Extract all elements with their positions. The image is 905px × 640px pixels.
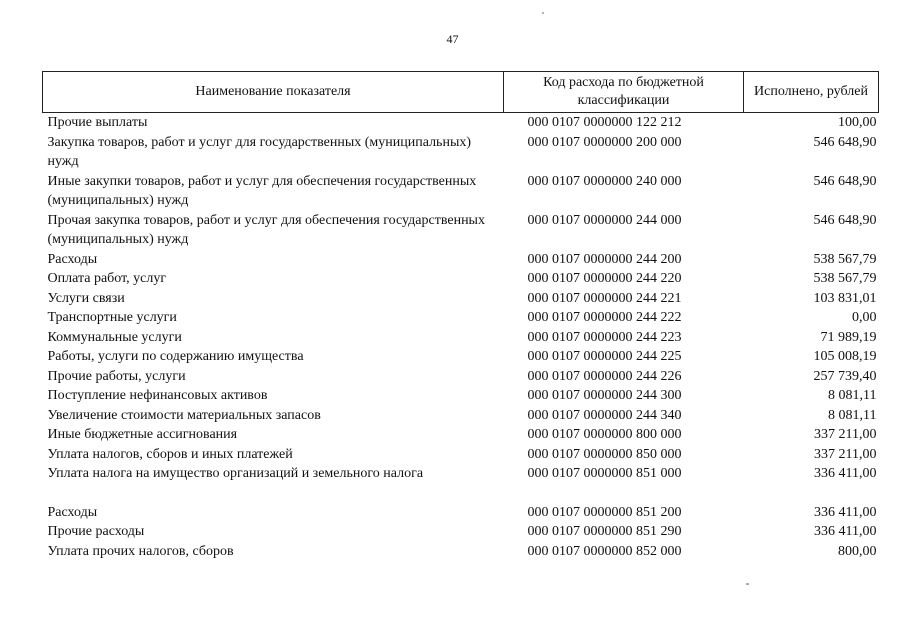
row-amount: 538 567,79 <box>813 251 877 267</box>
row-name: Коммунальные услуги <box>47 329 182 345</box>
page-number: 47 <box>446 32 459 46</box>
row-code: 000 0107 0000000 244 226 <box>527 368 682 384</box>
row-amount: 800,00 <box>838 543 877 559</box>
row-amount: 546 648,90 <box>813 134 877 150</box>
row-code: 000 0107 0000000 244 225 <box>527 349 682 364</box>
row-code: 000 0107 0000000 244 340 <box>527 407 682 423</box>
scan-speck <box>542 12 544 14</box>
row-name: Закупка товаров, работ и услуг для государственных (муниципальных) нужд <box>47 134 472 169</box>
row-name: Услуги связи <box>47 290 125 306</box>
table-row <box>43 503 879 523</box>
table-row <box>43 425 879 445</box>
row-name: Оплата работ, услуг <box>47 271 167 286</box>
row-amount: 546 648,90 <box>813 212 877 228</box>
row-name: Расходы <box>47 251 98 267</box>
table-row <box>43 269 879 289</box>
header-executed-amount: Исполнено, рублей <box>744 72 879 113</box>
row-name: Уплата налога на имущество организаций и земельного налога <box>47 466 424 481</box>
row-name: Прочие расходы <box>47 524 145 539</box>
row-name: Транспортные услуги <box>47 310 177 325</box>
table-row <box>43 386 879 406</box>
row-name: Иные бюджетные ассигнования <box>47 427 238 442</box>
row-code: 000 0107 0000000 240 000 <box>527 173 682 189</box>
row-amount: 546 648,90 <box>813 173 877 189</box>
table-row <box>43 445 879 465</box>
table-row <box>43 113 879 133</box>
table-row <box>43 289 879 309</box>
row-amount: 538 567,79 <box>813 271 877 286</box>
table-row <box>43 464 879 484</box>
row-amount: 336 411,00 <box>814 504 877 520</box>
row-code: 000 0107 0000000 244 223 <box>527 329 682 345</box>
row-amount: 337 211,00 <box>814 446 877 462</box>
table-row <box>43 406 879 426</box>
table-row <box>43 172 879 211</box>
row-name: Поступление нефинансовых активов <box>47 388 268 403</box>
row-code: 000 0107 0000000 851 200 <box>527 504 682 520</box>
row-code: 000 0107 0000000 244 300 <box>527 388 682 403</box>
row-amount: 8 081,11 <box>828 407 877 423</box>
row-name: Прочая закупка товаров, работ и услуг для обеспечения государственных (муниципальных) нужд <box>47 212 485 247</box>
row-code: 000 0107 0000000 200 000 <box>527 134 682 150</box>
row-name: Иные закупки товаров, работ и услуг для обеспечения государственных (муниципальных) нужд <box>47 173 477 208</box>
row-name: Расходы <box>47 504 98 520</box>
row-code: 000 0107 0000000 851 000 <box>527 466 682 481</box>
table-row <box>43 328 879 348</box>
row-code: 000 0107 0000000 244 222 <box>527 310 682 325</box>
table-row <box>43 347 879 367</box>
row-code: 000 0107 0000000 122 212 <box>527 115 682 130</box>
row-code: 000 0107 0000000 244 200 <box>527 251 682 267</box>
row-name: Увеличение стоимости материальных запасов <box>47 407 321 423</box>
header-expense-code: Код расхода по бюджетной классификации <box>504 72 744 113</box>
table-header-row <box>43 72 879 113</box>
table-row <box>43 250 879 270</box>
row-name: Уплата прочих налогов, сборов <box>47 543 234 559</box>
table-row <box>43 367 879 387</box>
row-code: 000 0107 0000000 244 000 <box>527 212 682 228</box>
table-spacer-row <box>43 484 879 503</box>
row-amount: 0,00 <box>852 310 877 325</box>
row-code: 000 0107 0000000 852 000 <box>527 543 682 559</box>
row-name: Уплата налогов, сборов и иных платежей <box>47 446 293 462</box>
row-code: 000 0107 0000000 850 000 <box>527 446 682 462</box>
expense-table <box>42 71 879 561</box>
row-amount: 103 831,01 <box>813 290 877 306</box>
row-name: Работы, услуги по содержанию имущества <box>47 349 304 364</box>
row-amount: 336 411,00 <box>814 466 877 481</box>
row-amount: 336 411,00 <box>814 524 877 539</box>
row-amount: 8 081,11 <box>828 388 877 403</box>
row-amount: 337 211,00 <box>814 427 877 442</box>
row-code: 000 0107 0000000 800 000 <box>527 427 682 442</box>
header-indicator-name: Наименование показателя <box>43 72 504 113</box>
table-row <box>43 211 879 250</box>
scan-speck <box>746 583 749 585</box>
table-row <box>43 308 879 328</box>
row-name: Прочие выплаты <box>47 115 148 130</box>
row-code: 000 0107 0000000 244 220 <box>527 271 682 286</box>
table-row <box>43 133 879 172</box>
row-code: 000 0107 0000000 851 290 <box>527 524 682 539</box>
row-amount: 71 989,19 <box>820 329 877 345</box>
row-amount: 100,00 <box>838 115 877 130</box>
row-name: Прочие работы, услуги <box>47 368 186 384</box>
table-row <box>43 542 879 562</box>
row-amount: 105 008,19 <box>813 349 877 364</box>
table-row <box>43 522 879 542</box>
row-amount: 257 739,40 <box>813 368 877 384</box>
row-code: 000 0107 0000000 244 221 <box>527 290 682 306</box>
